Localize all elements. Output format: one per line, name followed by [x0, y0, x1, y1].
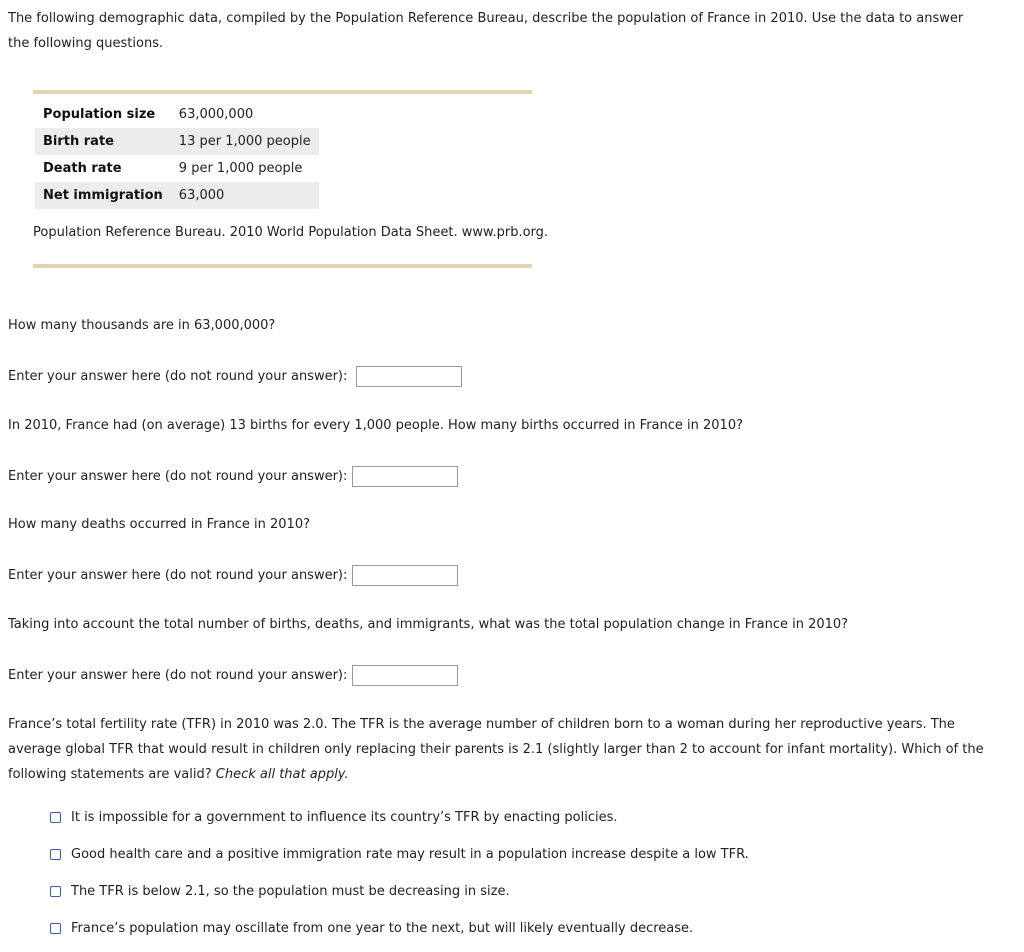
- answer-row-1: [8, 366, 462, 387]
- question-5-text: France’s total fertility rate (TFR) in 2010 was 2.0. The TFR is the average number of children born to a woman during her reproductive years. The average global TFR that would result in children only replacing their parents is 2.1 (slightly larger than 2 to account for infant mortality). Which of the following statements are valid?: [8, 717, 984, 782]
- row-label: Population size: [43, 107, 156, 122]
- table-row: [35, 155, 319, 182]
- option-2[interactable]: [50, 847, 749, 862]
- answer-row-3: [8, 565, 458, 586]
- option-label: France’s population may oscillate from one year to the next, but will likely eventually decrease.: [71, 921, 694, 936]
- option-label: It is impossible for a government to influence its country’s TFR by enacting policies.: [71, 810, 618, 825]
- option-4[interactable]: [50, 921, 693, 936]
- table-top-rule: [33, 90, 532, 94]
- row-value: 13 per 1,000 people: [171, 128, 319, 155]
- answer-prompt: Enter your answer here (do not round your answer):: [8, 469, 348, 484]
- answer-row-4: [8, 665, 458, 686]
- question-1: How many thousands are in 63,000,000?: [8, 318, 276, 333]
- table-row: [35, 182, 319, 209]
- row-label: Net immigration: [35, 182, 171, 209]
- row-value: 9 per 1,000 people: [178, 161, 303, 176]
- option-3[interactable]: [50, 884, 510, 899]
- option-label: Good health care and a positive immigration rate may result in a population increase despite a low TFR.: [71, 847, 749, 862]
- answer-input-4[interactable]: [352, 665, 458, 686]
- source-citation: Population Reference Bureau. 2010 World Population Data Sheet. www.prb.org.: [33, 225, 549, 240]
- table-row: [35, 101, 319, 128]
- table-bottom-rule: [33, 264, 532, 268]
- row-label: Death rate: [43, 161, 122, 176]
- answer-prompt: Enter your answer here (do not round your answer):: [8, 568, 348, 583]
- row-value: 63,000: [171, 182, 319, 209]
- question-5-instruction: Check all that apply.: [215, 767, 349, 782]
- question-4: Taking into account the total number of births, deaths, and immigrants, what was the total population change in France in 2010?: [8, 617, 849, 632]
- checkbox[interactable]: [50, 886, 61, 897]
- question-5: [8, 712, 998, 787]
- row-label: Birth rate: [35, 128, 171, 155]
- demographic-table: [35, 101, 319, 209]
- checkbox[interactable]: [50, 812, 61, 823]
- question-2: In 2010, France had (on average) 13 births for every 1,000 people. How many births occurred in France in 2010?: [8, 418, 743, 433]
- answer-input-1[interactable]: [356, 366, 462, 387]
- option-label: The TFR is below 2.1, so the population must be decreasing in size.: [71, 884, 510, 899]
- answer-prompt: Enter your answer here (do not round your answer):: [8, 369, 348, 384]
- option-1[interactable]: [50, 810, 617, 825]
- checkbox[interactable]: [50, 923, 61, 934]
- row-value: 63,000,000: [178, 107, 254, 122]
- question-3: How many deaths occurred in France in 2010?: [8, 517, 311, 532]
- answer-input-2[interactable]: [352, 466, 458, 487]
- checkbox[interactable]: [50, 849, 61, 860]
- answer-row-2: [8, 466, 458, 487]
- intro-text: The following demographic data, compiled by the Population Reference Bureau, describe the population of France in 2010. Use the data to answer the following questions.: [8, 11, 964, 51]
- answer-input-3[interactable]: [352, 565, 458, 586]
- table-row: [35, 128, 319, 155]
- answer-prompt: Enter your answer here (do not round your answer):: [8, 668, 348, 683]
